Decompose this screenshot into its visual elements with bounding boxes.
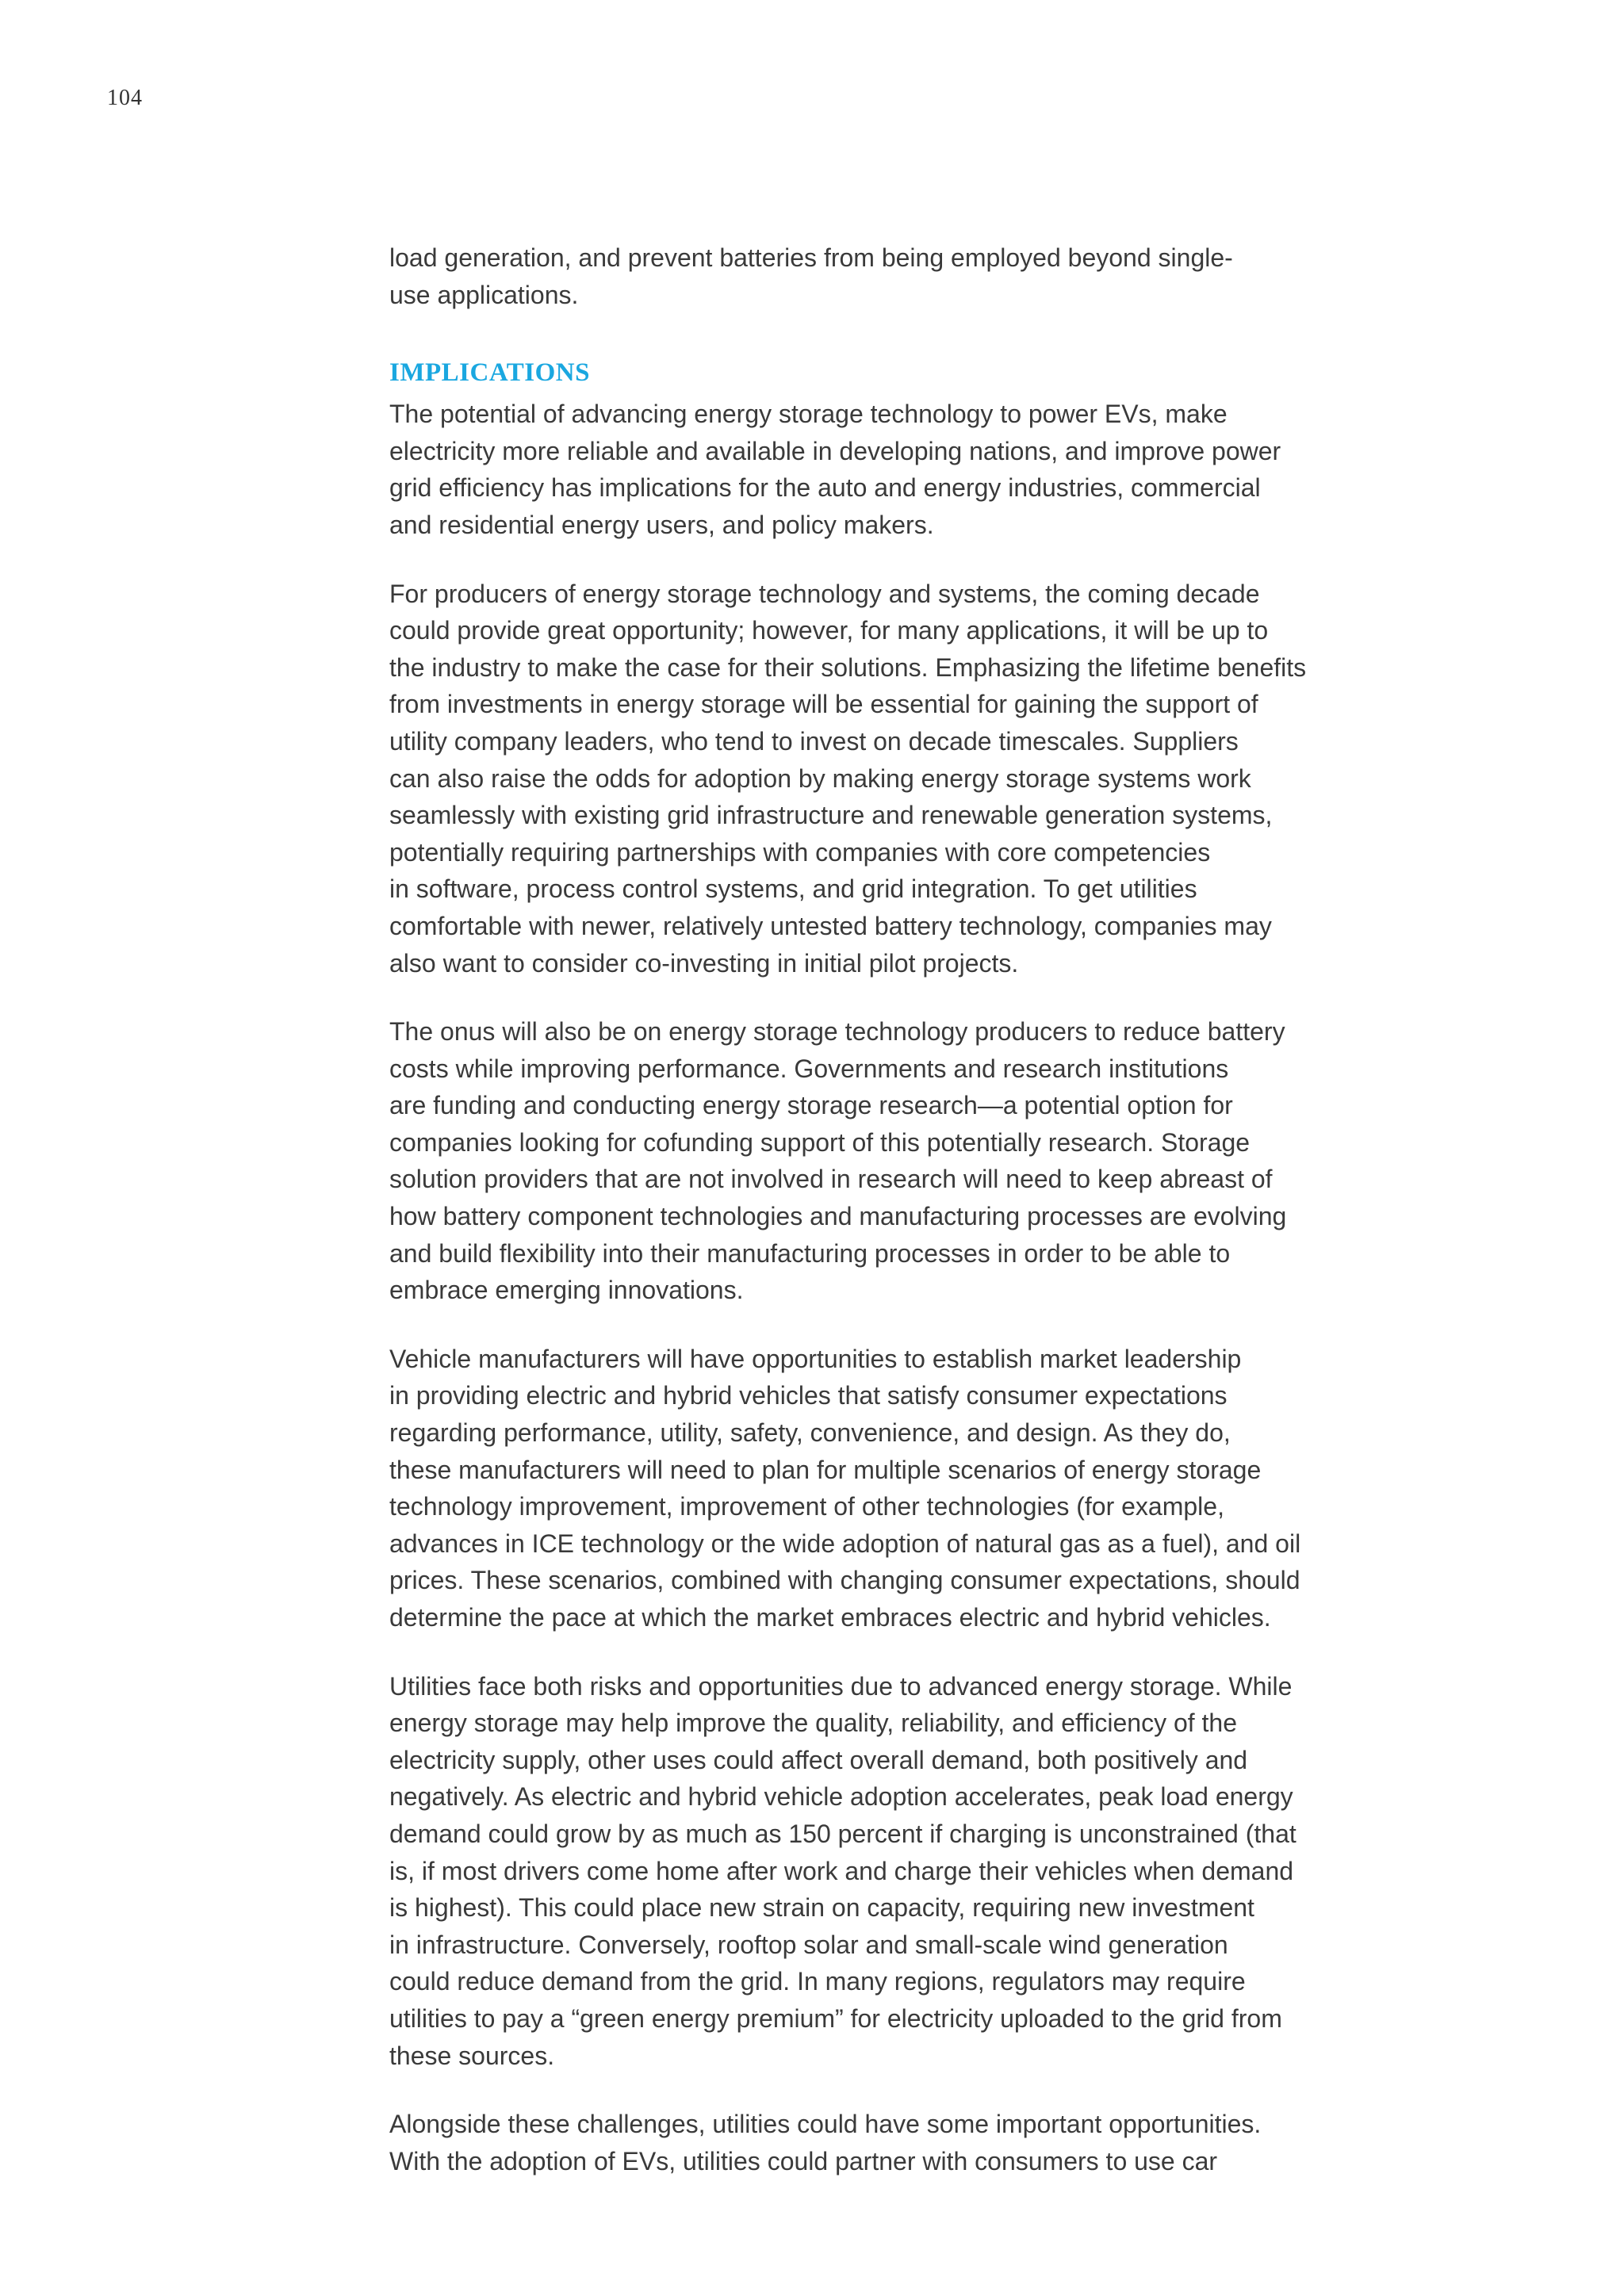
paragraph-producers — [389, 576, 1381, 982]
text-line: solution providers that are not involved in research will need to keep abreast of — [389, 1165, 1273, 1194]
text-line: potentially requiring partnerships with companies with core competencies — [389, 837, 1211, 867]
paragraph-implications-overview — [389, 396, 1381, 543]
text-line: in infrastructure. Conversely, rooftop solar and small-scale wind generation — [389, 1930, 1228, 1959]
text-line: demand could grow by as much as 150 percent if charging is unconstrained (that — [389, 1819, 1297, 1848]
text-line: is, if most drivers come home after work and charge their vehicles when demand — [389, 1856, 1294, 1885]
text-line: could provide great opportunity; however, for many applications, it will be up to — [389, 616, 1269, 645]
text-line: The onus will also be on energy storage technology producers to reduce battery — [389, 1017, 1285, 1047]
text-line: use applications. — [389, 280, 579, 309]
text-line: and residential energy users, and policy makers. — [389, 510, 934, 539]
text-line: costs while improving performance. Governments and research institutions — [389, 1054, 1229, 1083]
paragraph-opportunities — [389, 2106, 1381, 2179]
paragraph-vehicle-manufacturers — [389, 1341, 1381, 1636]
text-line: these sources. — [389, 2041, 555, 2070]
text-line: and build flexibility into their manufacturing processes in order to be able to — [389, 1238, 1231, 1268]
text-line: are funding and conducting energy storage research—a potential option for — [389, 1091, 1233, 1120]
text-line: electricity supply, other uses could affect overall demand, both positively and — [389, 1745, 1248, 1774]
text-line: utilities to pay a “green energy premium” for electricity uploaded to the grid from — [389, 2003, 1282, 2033]
text-line: from investments in energy storage will be essential for gaining the support of — [389, 690, 1258, 719]
text-line: electricity more reliable and available in developing nations, and improve power — [389, 436, 1281, 465]
paragraph-onus — [389, 1013, 1381, 1309]
text-line: Vehicle manufacturers will have opportunities to establish market leadership — [389, 1344, 1242, 1373]
text-line: utility company leaders, who tend to invest on decade timescales. Suppliers — [389, 726, 1239, 756]
intro-paragraph — [389, 239, 1381, 313]
text-line: seamlessly with existing grid infrastructure and renewable generation systems, — [389, 801, 1273, 830]
text-line: embrace emerging innovations. — [389, 1276, 744, 1305]
text-line: For producers of energy storage technology and systems, the coming decade — [389, 579, 1260, 608]
text-line: determine the pace at which the market embraces electric and hybrid vehicles. — [389, 1603, 1271, 1632]
text-line: companies looking for cofunding support of this potentially research. Storage — [389, 1127, 1251, 1157]
text-line: in software, process control systems, and grid integration. To get utilities — [389, 874, 1197, 904]
text-line: With the adoption of EVs, utilities could partner with consumers to use car — [389, 2146, 1218, 2175]
text-line: energy storage may help improve the quality, reliability, and efficiency of the — [389, 1709, 1238, 1738]
text-line: comfortable with newer, relatively untested battery technology, companies may — [389, 911, 1272, 940]
text-line: The potential of advancing energy storage technology to power EVs, make — [389, 400, 1228, 429]
text-line: also want to consider co-investing in initial pilot projects. — [389, 948, 1019, 978]
text-line: the industry to make the case for their solutions. Emphasizing the lifetime benefits — [389, 652, 1307, 682]
text-line: technology improvement, improvement of other technologies (for example, — [389, 1492, 1224, 1521]
text-line: regarding performance, utility, safety, convenience, and design. As they do, — [389, 1418, 1231, 1448]
text-line: load generation, and prevent batteries from being employed beyond single- — [389, 243, 1233, 272]
text-line: Alongside these challenges, utilities could have some important opportunities. — [389, 2110, 1262, 2139]
text-line: Utilities face both risks and opportunities due to advanced energy storage. While — [389, 1671, 1293, 1701]
paragraph-utilities — [389, 1668, 1381, 2075]
text-line: can also raise the odds for adoption by making energy storage systems work — [389, 763, 1251, 793]
text-line: in providing electric and hybrid vehicles that satisfy consumer expectations — [389, 1381, 1228, 1410]
text-line: grid efficiency has implications for the auto and energy industries, commercial — [389, 473, 1261, 503]
text-line: negatively. As electric and hybrid vehicle adoption accelerates, peak load energy — [389, 1782, 1293, 1812]
page-number: 104 — [107, 86, 143, 110]
text-line: how battery component technologies and manufacturing processes are evolving — [389, 1202, 1287, 1231]
text-line: advances in ICE technology or the wide adoption of natural gas as a fuel), and oil — [389, 1529, 1301, 1558]
document-body — [389, 239, 1381, 2179]
text-line: prices. These scenarios, combined with changing consumer expectations, should — [389, 1566, 1300, 1595]
text-line: is highest). This could place new strain on capacity, requiring new investment — [389, 1893, 1254, 1923]
text-line: these manufacturers will need to plan for multiple scenarios of energy storage — [389, 1455, 1262, 1484]
section-heading: IMPLICATIONS — [389, 358, 590, 388]
text-line: could reduce demand from the grid. In many regions, regulators may require — [389, 1967, 1246, 1996]
